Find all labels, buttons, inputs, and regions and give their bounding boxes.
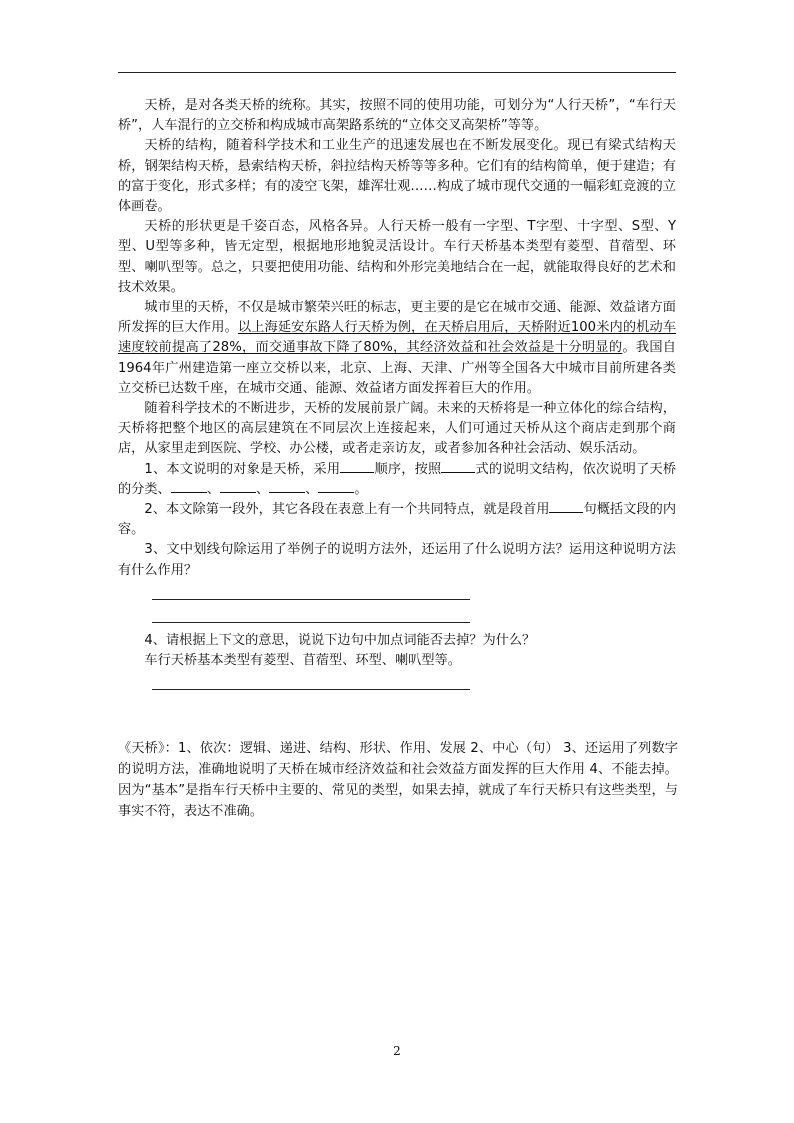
questions-section bbox=[118, 460, 676, 691]
paragraph-4 bbox=[118, 298, 676, 399]
paragraph-4-tail: 。我国自1964年广州建造第一座立交桥以来，北京、上海、天津、广州等全国各大中城市目前所建各类立交桥已达数千座，在城市交通、能源、效益诸方面发挥着巨大的作用。 bbox=[118, 340, 676, 396]
header-rule bbox=[118, 72, 676, 73]
paragraph-5: 随着科学技术的不断进步，天桥的发展前景广阔。未来的天桥将是一种立体化的综合结构，天桥将把整个地区的高层建筑在不同层次上连接起来，人们可通过天桥从这个商店走到那个商店，从家里走到医院、学校、办公楼，或者走亲访友，或者参加各种社会活动、娱乐活动。 bbox=[118, 401, 676, 457]
paragraph-2: 天桥的结构，随着科学技术和工业生产的迅速发展也在不断发展变化。现已有梁式结构天桥，钢架结构天桥，悬索结构天桥，斜拉结构天桥等等多种。它们有的结构简单，便于建造；有的富于变化，形式多样；有的凌空飞架，雄浑壮观……构成了城市现代交通的一幅彩虹竞渡的立体画卷。 bbox=[118, 138, 676, 215]
answer-blank[interactable] bbox=[220, 480, 256, 493]
question-1-text-c: 式的说明文结构，依次说明了天桥的分类、 bbox=[118, 461, 677, 497]
question-1-text-b: 顺序，按照 bbox=[374, 461, 442, 477]
article-body bbox=[118, 96, 676, 690]
paragraph-1: 天桥，是对各类天桥的统称。其实，按照不同的使用功能，可划分为“人行天桥”，“车行天桥”，人车混行的立交桥和构成城市高架路系统的“立体交叉高架桥”等等。 bbox=[118, 98, 676, 134]
underlined-sentence: 以上海延安东路人行天桥为例，在天桥启用后，天桥附近100米内的机动车速度较前提高了28%，而交通事故下降了80%，其经济效益和社会效益是十分明显的 bbox=[118, 320, 677, 356]
answer-blank[interactable] bbox=[269, 480, 305, 493]
question-2 bbox=[118, 500, 676, 540]
page-number: 2 bbox=[393, 1044, 401, 1058]
answer-key: 《天桥》：1、依次：逻辑、递进、结构、形状、作用、发展 2、中心（句） 3、还运用了列数字的说明方法，准确地说明了天桥在城市经济效益和社会效益方面发挥的巨大作用 4、不能去掉。因为“基本”是指车行天桥中主要的、常见的类型，如果去掉，就成了车行天桥只有这些类型，与事实不符，表达不准确。 bbox=[118, 741, 678, 819]
answer-line[interactable] bbox=[152, 689, 470, 690]
answer-line[interactable] bbox=[152, 622, 470, 623]
answer-blank[interactable] bbox=[340, 460, 374, 473]
answer-blank[interactable] bbox=[549, 500, 583, 513]
answer-blank[interactable] bbox=[441, 460, 475, 473]
question-2-text-a: 2、本文除第一段外，其它各段在表意上有一个共同特点，就是段首用 bbox=[144, 502, 550, 518]
question-1-text-a: 1、本文说明的对象是天桥，采用 bbox=[144, 461, 341, 477]
answer-blank[interactable] bbox=[318, 480, 354, 493]
question-4: 4、请根据上下文的意思，说说下边句中加点词能否去掉？为什么？ bbox=[144, 632, 536, 648]
paragraph-3: 天桥的形状更是千姿百态，风格各异。人行天桥一般有一字型、T字型、十字型、S型、Y型、U型等多种，皆无定型，根据地形地貌灵活设计。车行天桥基本类型有菱型、苜蓿型、环型、喇叭型等。总之，只要把使用功能、结构和外形完美地结合在一起，就能取得良好的艺术和技术效果。 bbox=[118, 219, 676, 295]
question-2-text-b: 句概括文段的内容。 bbox=[118, 502, 677, 538]
question-4-example: 车行天桥基本类型有菱型、苜蓿型、环型、喇叭型等。 bbox=[144, 653, 461, 669]
answer-blank[interactable] bbox=[171, 480, 207, 493]
answer-line[interactable] bbox=[152, 599, 470, 600]
question-3: 3、文中划线句除运用了举例子的说明方法外，还运用了什么说明方法？运用这种说明方法有什么作用？ bbox=[118, 542, 676, 578]
paragraph-4-lead: 城市里的天桥，不仅是城市繁荣兴旺的标志，更主要的是它在城市交通、能源、效益诸方面所发挥的巨大作用。 bbox=[118, 300, 676, 336]
separator: 、 bbox=[255, 481, 270, 497]
separator: 、 bbox=[305, 481, 319, 497]
separator: 、 bbox=[206, 481, 220, 497]
question-1-end: 。 bbox=[354, 481, 368, 497]
question-1 bbox=[118, 460, 676, 500]
